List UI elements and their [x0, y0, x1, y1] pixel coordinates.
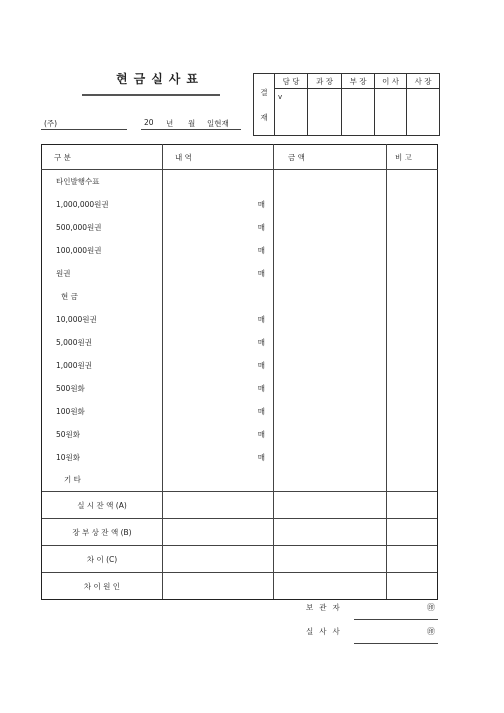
date-year: 년: [166, 119, 174, 128]
date-month: 월: [188, 119, 196, 128]
item-remarks[interactable]: [387, 216, 438, 239]
item-remarks[interactable]: [387, 170, 438, 193]
item-label: 10,000원권: [42, 308, 163, 331]
date-line: [141, 129, 241, 130]
summary-label: 차 이 (C): [42, 546, 163, 573]
item-amount[interactable]: [274, 354, 387, 377]
item-label: 100원화: [42, 400, 163, 423]
item-amount[interactable]: [274, 308, 387, 331]
summary-label: 차 이 원 인: [42, 573, 163, 600]
item-label: 500원화: [42, 377, 163, 400]
item-label: 원권: [42, 262, 163, 285]
summary-remarks[interactable]: [387, 492, 438, 519]
item-unit[interactable]: 매: [163, 354, 274, 377]
item-unit[interactable]: 매: [163, 193, 274, 216]
approval-sign-cell[interactable]: [342, 89, 375, 136]
item-remarks[interactable]: [387, 423, 438, 446]
item-label: 기 타: [42, 469, 163, 492]
item-label: 1,000원권: [42, 354, 163, 377]
signature-line-inspector[interactable]: [354, 643, 438, 644]
item-remarks[interactable]: [387, 400, 438, 423]
approval-side-top: 결: [260, 87, 268, 97]
item-unit[interactable]: [163, 469, 274, 492]
item-unit[interactable]: 매: [163, 423, 274, 446]
approval-box: [253, 73, 440, 136]
item-amount[interactable]: [274, 262, 387, 285]
item-remarks[interactable]: [387, 193, 438, 216]
item-amount[interactable]: [274, 423, 387, 446]
table-row: [42, 423, 438, 446]
header-detail: 내 역: [163, 145, 274, 170]
table-row: [42, 469, 438, 492]
item-amount[interactable]: [274, 400, 387, 423]
item-label: 타인발행수표: [42, 170, 163, 193]
seal-icon: ㊞: [427, 603, 435, 612]
header-category: 구 분: [42, 145, 163, 170]
approval-col-label: 이 사: [375, 74, 407, 89]
item-label: 500,000원권: [42, 216, 163, 239]
summary-label: 실 시 잔 액 (A): [42, 492, 163, 519]
approval-side-bottom: 재: [260, 112, 268, 122]
date-status: 일현재: [207, 119, 229, 128]
summary-row: [42, 492, 438, 519]
company-line: [41, 129, 127, 130]
item-unit[interactable]: 매: [163, 239, 274, 262]
item-remarks[interactable]: [387, 354, 438, 377]
item-amount[interactable]: [274, 216, 387, 239]
cash-count-table: [41, 144, 438, 600]
item-remarks[interactable]: [387, 262, 438, 285]
approval-sign-cell[interactable]: [275, 89, 308, 136]
table-row: [42, 239, 438, 262]
summary-remarks[interactable]: [387, 519, 438, 546]
item-label: 50원화: [42, 423, 163, 446]
item-unit[interactable]: 매: [163, 446, 274, 469]
summary-row: [42, 573, 438, 600]
item-amount[interactable]: [274, 331, 387, 354]
approval-sign-cell[interactable]: [308, 89, 342, 136]
table-row: [42, 354, 438, 377]
item-unit[interactable]: 매: [163, 377, 274, 400]
seal-icon: ㊞: [427, 627, 435, 636]
item-amount[interactable]: [274, 193, 387, 216]
item-unit[interactable]: 매: [163, 262, 274, 285]
table-row: [42, 331, 438, 354]
table-row: [42, 285, 438, 308]
item-remarks[interactable]: [387, 377, 438, 400]
item-amount[interactable]: [274, 469, 387, 492]
item-unit[interactable]: [163, 170, 274, 193]
item-label: 10원화: [42, 446, 163, 469]
summary-amount[interactable]: [274, 492, 387, 519]
item-amount[interactable]: [274, 239, 387, 262]
title-underline: [82, 94, 220, 96]
signature-label-inspector: 실사사: [306, 627, 346, 636]
summary-detail[interactable]: [163, 546, 274, 573]
summary-remarks[interactable]: [387, 573, 438, 600]
item-remarks[interactable]: [387, 469, 438, 492]
table-row: [42, 216, 438, 239]
table-row: [42, 193, 438, 216]
item-amount[interactable]: [274, 446, 387, 469]
item-label: 현 금: [42, 285, 163, 308]
summary-row: [42, 519, 438, 546]
table-row: [42, 377, 438, 400]
approval-sign-cell[interactable]: [375, 89, 407, 136]
item-remarks[interactable]: [387, 331, 438, 354]
item-remarks[interactable]: [387, 446, 438, 469]
item-remarks[interactable]: [387, 239, 438, 262]
item-remarks[interactable]: [387, 285, 438, 308]
item-label: 1,000,000원권: [42, 193, 163, 216]
table-row: [42, 170, 438, 193]
item-unit[interactable]: [163, 285, 274, 308]
approval-col-label: 부 장: [342, 74, 375, 89]
approval-mark: v: [278, 93, 283, 101]
page-title: 현금실사표: [116, 72, 204, 86]
summary-remarks[interactable]: [387, 546, 438, 573]
approval-side-label: [254, 74, 275, 136]
approval-col-label: 담 당: [275, 74, 308, 89]
approval-col-label: 과 장: [308, 74, 342, 89]
signature-line-custodian[interactable]: [354, 619, 438, 620]
summary-amount[interactable]: [274, 573, 387, 600]
table-row: [42, 400, 438, 423]
item-amount[interactable]: [274, 285, 387, 308]
item-unit[interactable]: 매: [163, 216, 274, 239]
summary-label: 장 부 상 잔 액 (B): [42, 519, 163, 546]
item-label: 5,000원권: [42, 331, 163, 354]
table-row: [42, 262, 438, 285]
company-label: (주): [44, 119, 58, 128]
item-unit[interactable]: 매: [163, 308, 274, 331]
item-unit[interactable]: 매: [163, 400, 274, 423]
header-remarks: 비 고: [387, 145, 438, 170]
date-year-prefix: 20: [144, 118, 154, 127]
item-amount[interactable]: [274, 377, 387, 400]
table-header-row: [42, 145, 438, 170]
item-label: 100,000원권: [42, 239, 163, 262]
summary-detail[interactable]: [163, 519, 274, 546]
item-remarks[interactable]: [387, 308, 438, 331]
item-unit[interactable]: 매: [163, 331, 274, 354]
summary-amount[interactable]: [274, 546, 387, 573]
summary-row: [42, 546, 438, 573]
table-row: [42, 446, 438, 469]
signature-label-custodian: 보관자: [306, 603, 346, 612]
summary-amount[interactable]: [274, 519, 387, 546]
approval-col-label: 사 장: [407, 74, 440, 89]
item-amount[interactable]: [274, 170, 387, 193]
header-amount: 금 액: [274, 145, 387, 170]
approval-sign-cell[interactable]: [407, 89, 440, 136]
summary-detail[interactable]: [163, 492, 274, 519]
table-row: [42, 308, 438, 331]
summary-detail[interactable]: [163, 573, 274, 600]
